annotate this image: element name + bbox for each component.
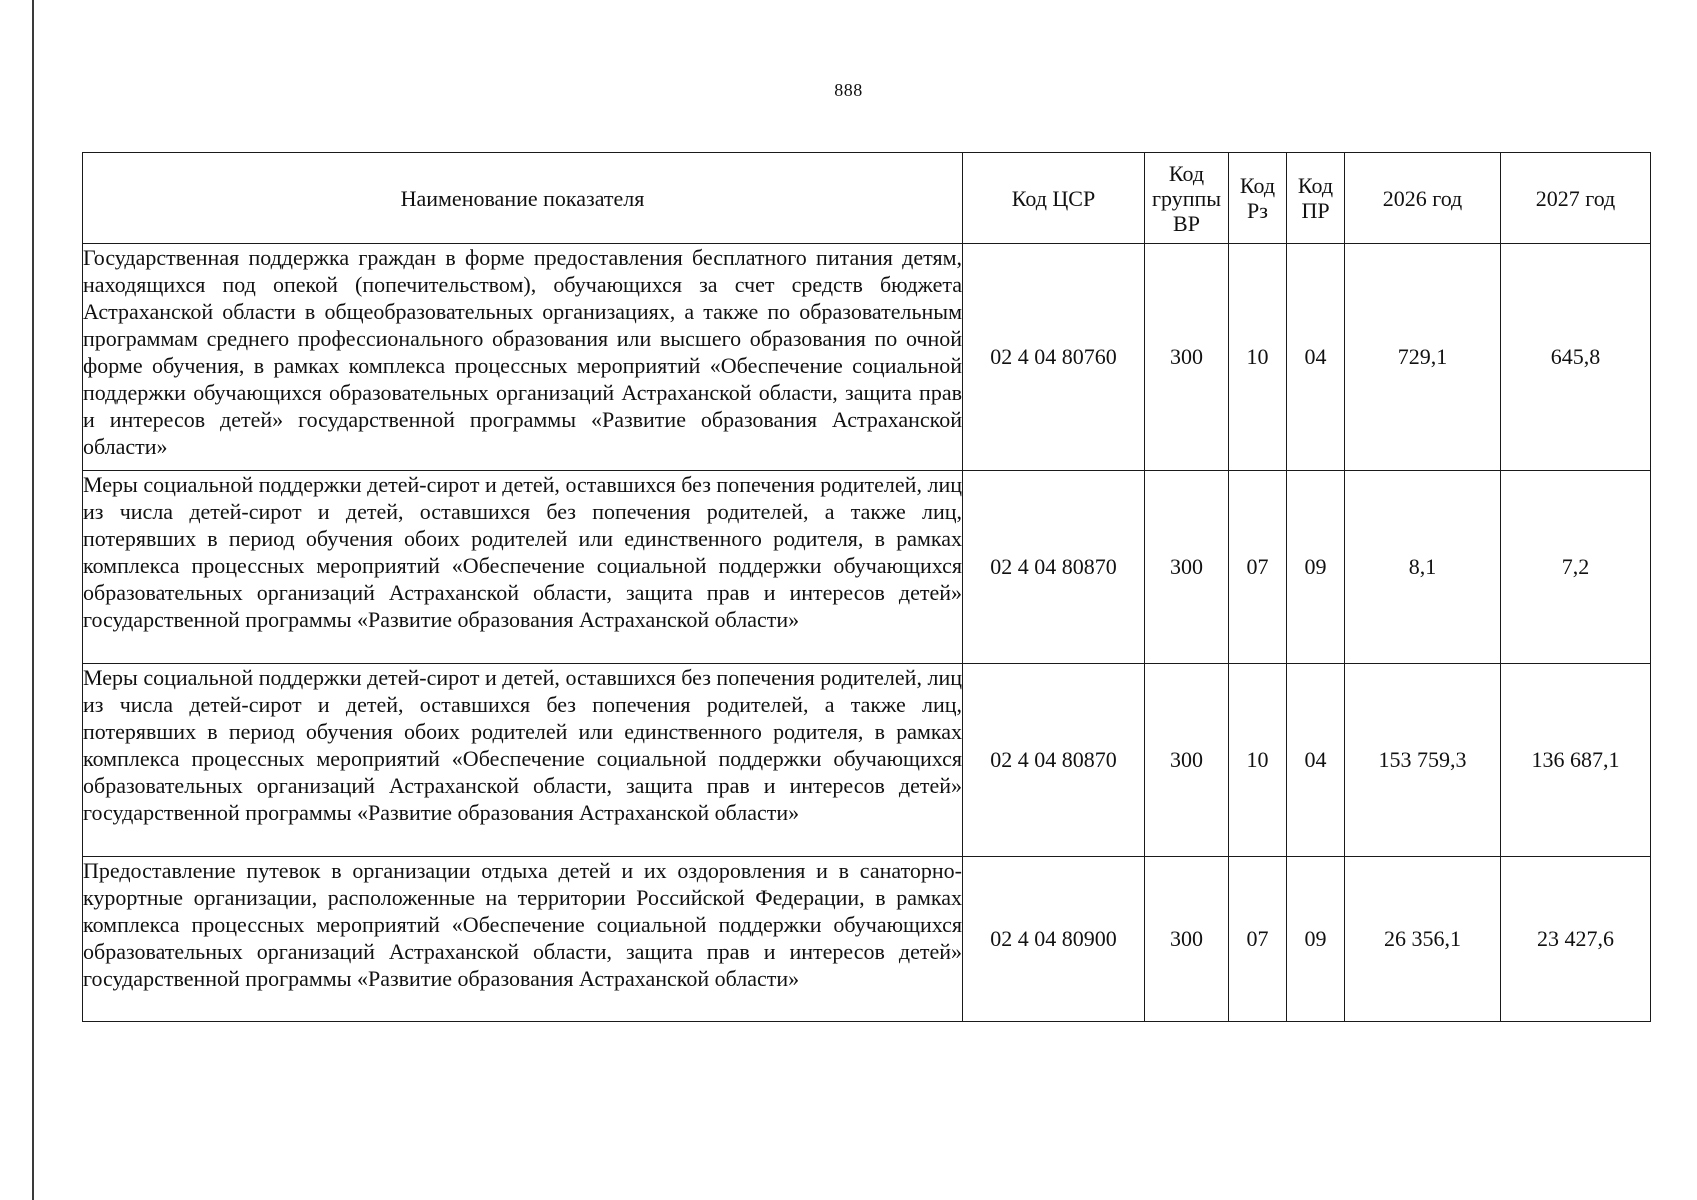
row-vr-code: 300 bbox=[1145, 244, 1229, 471]
header-pr-code: Код ПР bbox=[1287, 153, 1345, 244]
row-pr-code: 04 bbox=[1287, 244, 1345, 471]
row-vr-code: 300 bbox=[1145, 471, 1229, 664]
row-value-2026: 8,1 bbox=[1345, 471, 1501, 664]
row-name: Предоставление путевок в организации отдыха детей и их оздоровления и в санаторно-курортные организации, расположенные на территории Российской Федерации, в рамках комплекса процессных мероприятий «Обеспечение социальной поддержки обучающихся образовательных организаций Астраханской области, защита прав и интересов детей» государственной программы «Развитие образования Астраханской области» bbox=[83, 857, 963, 1022]
row-csr-code: 02 4 04 80900 bbox=[963, 857, 1145, 1022]
row-csr-code: 02 4 04 80870 bbox=[963, 664, 1145, 857]
row-rz-code: 10 bbox=[1229, 664, 1287, 857]
row-name: Меры социальной поддержки детей-сирот и детей, оставшихся без попечения родителей, лиц из числа детей-сирот и детей, оставшихся без попечения родителей, а также лиц, потерявших в период обучения обоих родителей или единственного родителя, в рамках комплекса процессных мероприятий «Обеспечение социальной поддержки обучающихся образовательных организаций Астраханской области, защита прав и интересов детей» государственной программы «Развитие образования Астраханской области» bbox=[83, 471, 963, 664]
row-vr-code: 300 bbox=[1145, 857, 1229, 1022]
row-value-2026: 729,1 bbox=[1345, 244, 1501, 471]
row-csr-code: 02 4 04 80870 bbox=[963, 471, 1145, 664]
row-name: Государственная поддержка граждан в форме предоставления бесплатного питания детям, находящихся под опекой (попечительством), обучающихся за счет средств бюджета Астраханской области в общеобразовательных организациях, а также по образовательным программам среднего профессионального образования или высшего образования по очной форме обучения, в рамках комплекса процессных мероприятий «Обеспечение социальной поддержки обучающихся образовательных организаций Астраханской области, защита прав и интересов детей» государственной программы «Развитие образования Астраханской области» bbox=[83, 244, 963, 471]
table-row bbox=[83, 471, 1651, 664]
header-vr-code: Код группы ВР bbox=[1145, 153, 1229, 244]
table-row bbox=[83, 857, 1651, 1022]
table-row bbox=[83, 244, 1651, 471]
row-rz-code: 07 bbox=[1229, 471, 1287, 664]
row-value-2027: 645,8 bbox=[1501, 244, 1651, 471]
budget-table bbox=[82, 152, 1651, 1022]
header-rz-code: Код Рз bbox=[1229, 153, 1287, 244]
row-pr-code: 09 bbox=[1287, 857, 1345, 1022]
table-header-row bbox=[83, 153, 1651, 244]
header-year-2026: 2026 год bbox=[1345, 153, 1501, 244]
row-rz-code: 07 bbox=[1229, 857, 1287, 1022]
header-year-2027: 2027 год bbox=[1501, 153, 1651, 244]
row-rz-code: 10 bbox=[1229, 244, 1287, 471]
row-value-2027: 136 687,1 bbox=[1501, 664, 1651, 857]
row-value-2026: 26 356,1 bbox=[1345, 857, 1501, 1022]
row-vr-code: 300 bbox=[1145, 664, 1229, 857]
row-value-2026: 153 759,3 bbox=[1345, 664, 1501, 857]
scan-edge-line bbox=[32, 0, 34, 1200]
row-name: Меры социальной поддержки детей-сирот и детей, оставшихся без попечения родителей, лиц из числа детей-сирот и детей, оставшихся без попечения родителей, а также лиц, потерявших в период обучения обоих родителей или единственного родителя, в рамках комплекса процессных мероприятий «Обеспечение социальной поддержки обучающихся образовательных организаций Астраханской области, защита прав и интересов детей» государственной программы «Развитие образования Астраханской области» bbox=[83, 664, 963, 857]
row-csr-code: 02 4 04 80760 bbox=[963, 244, 1145, 471]
row-pr-code: 09 bbox=[1287, 471, 1345, 664]
row-value-2027: 23 427,6 bbox=[1501, 857, 1651, 1022]
row-value-2027: 7,2 bbox=[1501, 471, 1651, 664]
table-row bbox=[83, 664, 1651, 857]
page-number: 888 bbox=[834, 80, 863, 100]
header-name: Наименование показателя bbox=[83, 153, 963, 244]
header-csr-code: Код ЦСР bbox=[963, 153, 1145, 244]
row-pr-code: 04 bbox=[1287, 664, 1345, 857]
